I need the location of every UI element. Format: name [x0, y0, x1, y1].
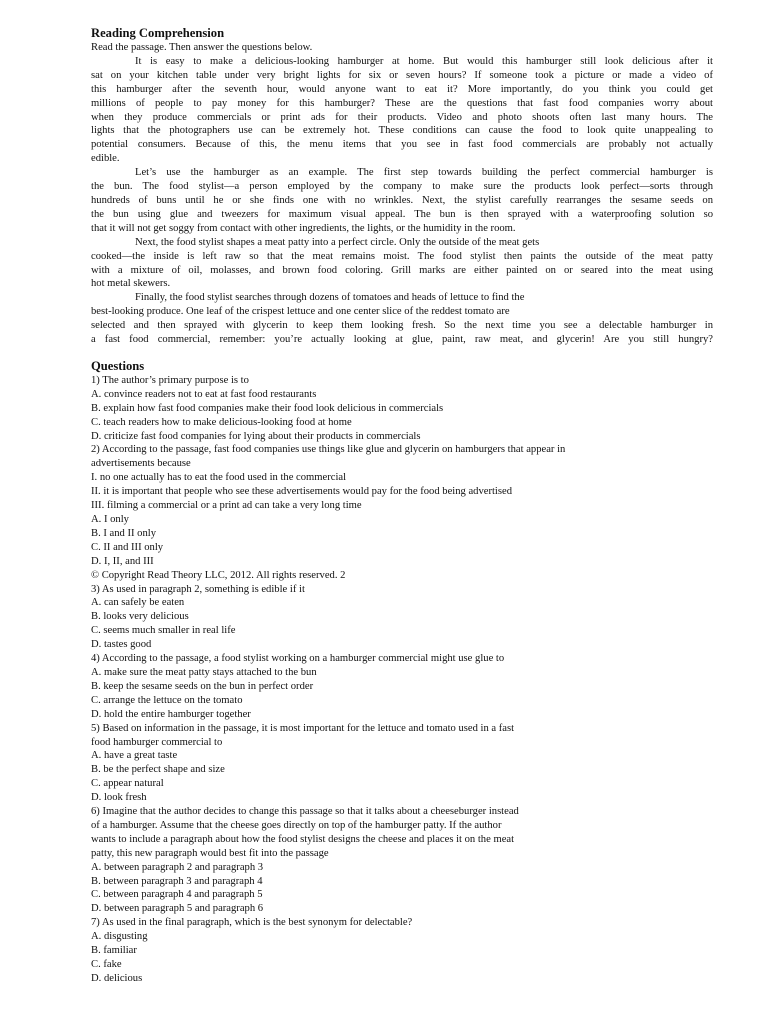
answer-option: A. I only	[91, 514, 129, 525]
answer-option: C. seems much smaller in real life	[91, 625, 236, 637]
question-text: 6) Imagine that the author decides to change this passage so that it talks about a cheeseburger instead	[91, 806, 519, 818]
answer-option: D. criticize fast food companies for lying about their products in commercials	[91, 430, 421, 442]
document-title: Reading Comprehension	[91, 26, 225, 40]
answer-option: B. be the perfect shape and size	[91, 764, 225, 776]
question-text: 2) According to the passage, fast food companies use things like glue and glycerin on hamburgers that appear in	[91, 444, 566, 456]
passage-line: hot metal skewers.	[91, 278, 171, 290]
passage-line: edible.	[91, 153, 120, 165]
answer-option: B. keep the sesame seeds on the bun in perfect order	[91, 680, 314, 692]
answer-option: B. looks very delicious	[91, 611, 189, 623]
passage-line: Next, the food stylist shapes a meat patty into a perfect circle. Only the outside of the meat gets	[135, 236, 540, 248]
question-line: advertisements because	[91, 458, 191, 470]
question-text: 7) As used in the final paragraph, which is the best synonym for delectable?	[91, 917, 413, 929]
answer-option: A. make sure the meat patty stays attached to the bun	[91, 666, 317, 678]
question-text: 5) Based on information in the passage, it is most important for the lettuce and tomato used in a fast	[91, 722, 515, 734]
answer-option: B. I and II only	[91, 527, 157, 539]
answer-option: C. teach readers how to make delicious-looking food at home	[91, 416, 352, 428]
question-line: food hamburger commercial to	[91, 736, 223, 748]
answer-option: A. between paragraph 2 and paragraph 3	[91, 861, 264, 873]
passage-line: best-looking produce. One leaf of the crispest lettuce and one center slice of the reddest tomato are	[91, 306, 510, 318]
answer-option: D. hold the entire hamburger together	[91, 708, 251, 720]
answer-option: B. familiar	[91, 945, 137, 957]
passage-line: hundreds of buns until he or she finds one with no wrinkles. Next, the stylist carefully rearranges the sesame seeds on	[91, 194, 713, 206]
question-text: 3) As used in paragraph 2, something is edible if it	[91, 583, 305, 595]
question-line: I. no one actually has to eat the food used in the commercial	[91, 472, 347, 484]
question-text: 1) The author’s primary purpose is to	[91, 374, 249, 386]
answer-option: C. fake	[91, 959, 122, 970]
passage-line: Let’s use the hamburger as an example. The first step towards building the perfect commercial hamburger is	[135, 167, 713, 179]
question-line: III. filming a commercial or a print ad can take a very long time	[91, 500, 362, 512]
answer-option: B. between paragraph 3 and paragraph 4	[91, 875, 263, 887]
answer-option: A. have a great taste	[91, 750, 178, 762]
passage-line: this hamburger after the seventh hour, would anyone want to eat it? More importantly, do you think you could get	[91, 83, 713, 95]
passage-line: It is easy to make a delicious-looking hamburger at home. But would this hamburger still look delicious after it	[135, 55, 713, 67]
passage-line: millions of people to pay money for this hamburger? These are the questions that fast food companies worry about	[91, 97, 713, 109]
answer-option: B. explain how fast food companies make their food look delicious in commercials	[91, 402, 444, 414]
question-text: 4) According to the passage, a food stylist working on a hamburger commercial might use glue to	[91, 653, 505, 665]
question-line: II. it is important that people who see these advertisements would pay for the food being advertised	[91, 486, 512, 498]
passage-line: the bun using glue and tweezers for maximum visual appeal. The bun is then sprayed with a waterproofing solution so	[91, 208, 713, 220]
answer-option: D. I, II, and III	[91, 555, 154, 567]
answer-option: A. can safely be eaten	[91, 597, 185, 609]
passage-line: when they produce commercials or print ads for their products. Video and photo shoots often last many hours. The	[91, 111, 713, 123]
answer-option: D. between paragraph 5 and paragraph 6	[91, 903, 264, 915]
passage-line: cooked—the inside is left raw so that the meat remains moist. The food stylist then paints the outside of the meat patty	[91, 250, 713, 262]
passage-line: selected and then sprayed with glycerin to keep them looking fresh. So the next time you see a delectable hamburger in	[91, 320, 713, 332]
passage-line: with a mixture of oil, molasses, and brown food coloring. Grill marks are either painted on or seared into the meat using	[91, 264, 713, 276]
answer-option: A. convince readers not to eat at fast food restaurants	[91, 388, 317, 400]
answer-option: D. tastes good	[91, 639, 152, 651]
passage-line: sat on your kitchen table under very bright lights for six or seven hours? If someone took a picture or made a video of	[91, 69, 713, 81]
document-page	[91, 26, 713, 986]
passage-line: a fast food commercial, remember: you’re actually looking at glue, paint, raw meat, and glycerin! Are you still hungry?	[91, 334, 713, 346]
passage-line: Finally, the food stylist searches through dozens of tomatoes and heads of lettuce to find the	[135, 292, 525, 304]
question-line: wants to include a paragraph about how the food stylist designs the cheese and places it on the meat	[91, 833, 515, 845]
answer-option: C. arrange the lettuce on the tomato	[91, 694, 243, 706]
instructions: Read the passage. Then answer the questions below.	[91, 42, 313, 53]
answer-option: C. between paragraph 4 and paragraph 5	[91, 889, 263, 901]
question-line: © Copyright Read Theory LLC, 2012. All rights reserved. 2	[91, 569, 346, 581]
questions-heading: Questions	[91, 358, 145, 373]
passage-line: the bun. The food stylist—a person employed by the company to make sure the products look perfect—sorts through	[91, 181, 713, 193]
answer-option: C. II and III only	[91, 541, 164, 553]
passage-line: that it will not get soggy from contact with other ingredients, the lights, or the humidity in the room.	[91, 222, 516, 234]
answer-option: D. look fresh	[91, 792, 147, 804]
passage	[91, 55, 713, 347]
answer-option: D. delicious	[91, 972, 143, 984]
questions-list	[91, 374, 713, 986]
answer-option: C. appear natural	[91, 778, 164, 790]
passage-line: potential consumers. Because of this, the menu items that you see in fast food commercials are probably not actually	[91, 139, 713, 151]
passage-line: lights that the photographers use can be extremely hot. These conditions can cause the food to look quite unappealing to	[91, 125, 713, 137]
question-line: of a hamburger. Assume that the cheese goes directly on top of the hamburger patty. If the author	[91, 819, 502, 831]
answer-option: A. disgusting	[91, 931, 148, 943]
question-line: patty, this new paragraph would best fit into the passage	[91, 847, 329, 859]
